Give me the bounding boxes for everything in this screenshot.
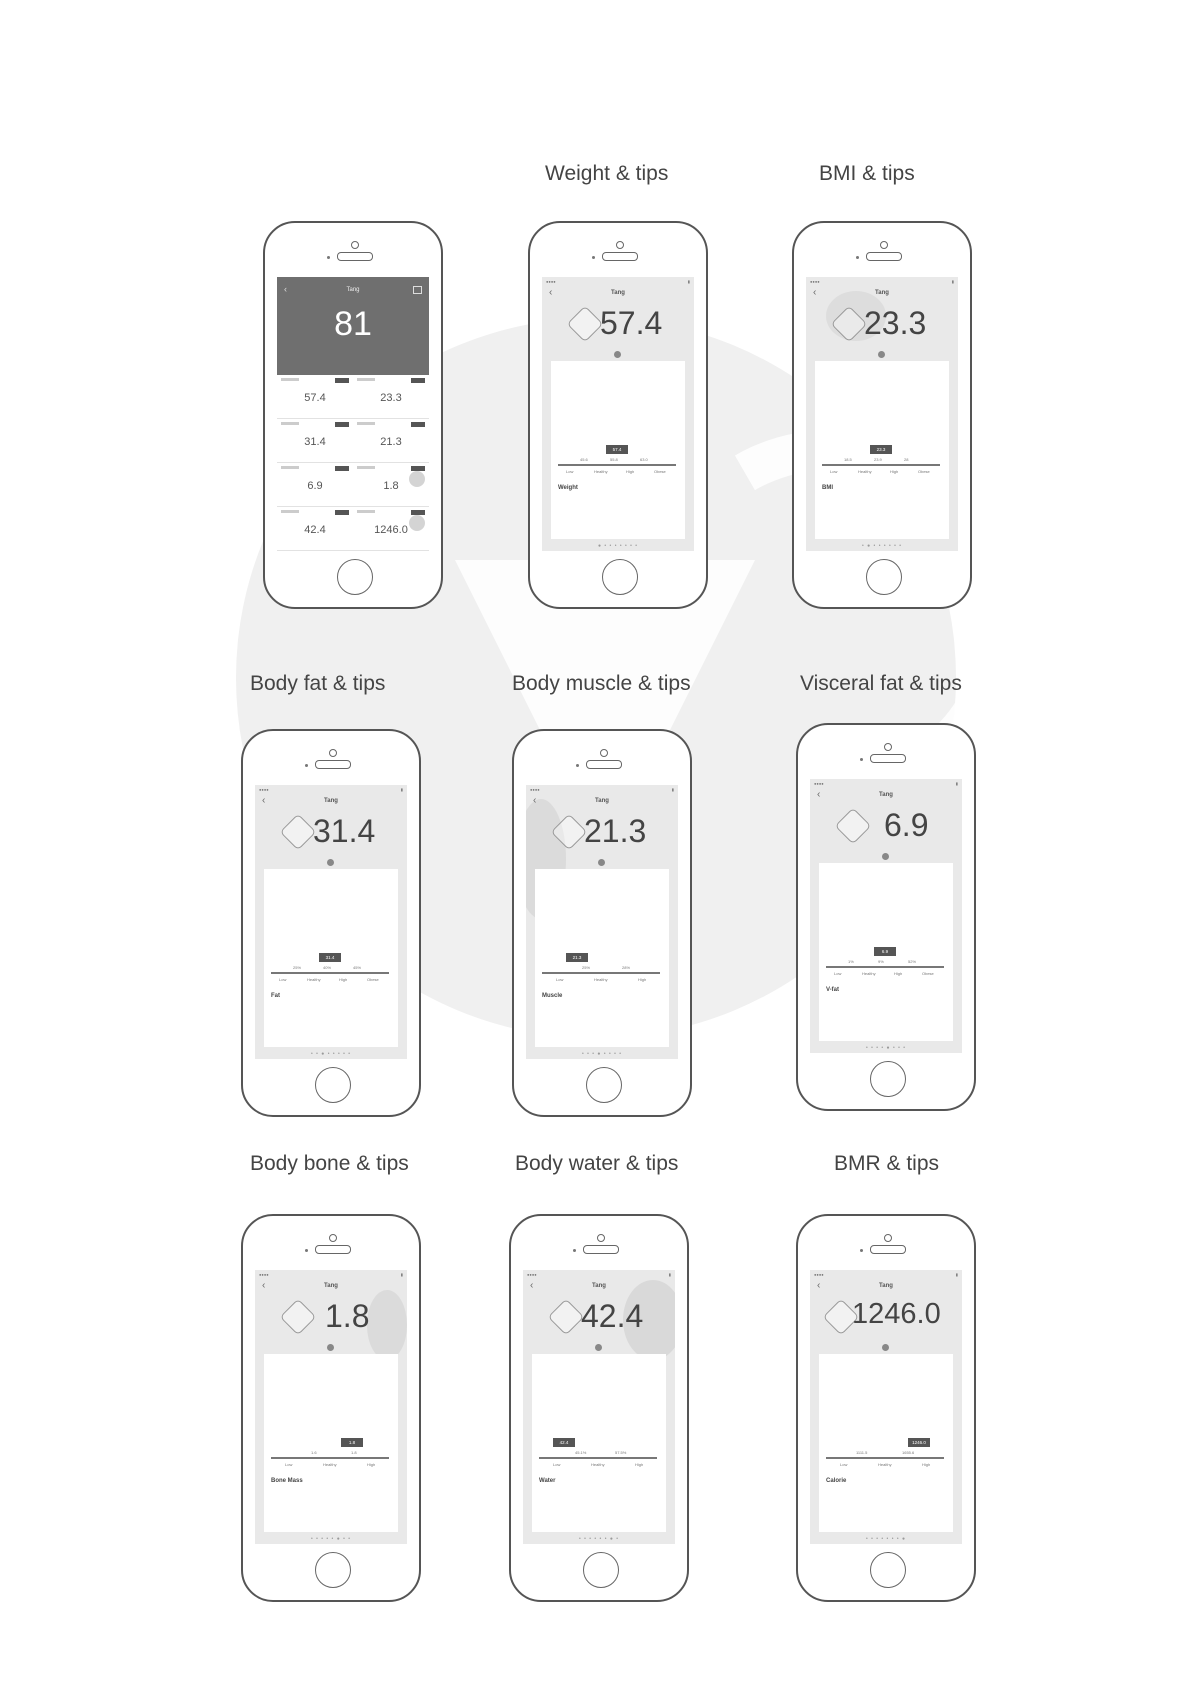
tips-card: [819, 863, 953, 1041]
phone-visceral-fat: [796, 723, 976, 1111]
home-button[interactable]: [315, 1552, 351, 1588]
back-chevron-icon[interactable]: ‹: [549, 287, 553, 298]
range-tick: 25%: [582, 965, 591, 970]
range-label: Low: [840, 1462, 848, 1467]
caption-body-fat: Body fat & tips: [250, 672, 386, 695]
page-indicator: • ● • • • • • •: [862, 543, 902, 549]
sensor-dot-icon: [860, 1249, 863, 1252]
metric-tile-water[interactable]: [277, 507, 353, 551]
front-camera-icon: [597, 1234, 605, 1242]
metric-value: 42.4: [581, 1298, 644, 1334]
range-line: [558, 464, 676, 466]
status-bar: ●●●● ▮: [814, 781, 958, 786]
speaker-icon: [870, 1245, 906, 1254]
range-label: High: [890, 469, 899, 474]
status-bar: ●●●● ▮: [814, 1272, 958, 1277]
sensor-dot-icon: [327, 256, 330, 259]
status-bar: ●●●● ▮: [530, 787, 674, 792]
range-scale: [822, 445, 940, 475]
front-camera-icon: [880, 241, 888, 249]
metric-heading: BMI: [822, 485, 833, 491]
sensor-dot-icon: [576, 764, 579, 767]
range-tick: 45.6: [580, 457, 588, 462]
range-scale: [271, 1438, 389, 1468]
caption-visceral-fat: Visceral fat & tips: [800, 672, 962, 695]
range-tick: 1%: [848, 959, 854, 964]
range-tick: 25%: [293, 965, 302, 970]
metric-heading: Calorie: [826, 1478, 847, 1484]
range-label: Low: [285, 1462, 293, 1467]
range-label: High: [367, 1462, 376, 1467]
metric-value: 57.4: [304, 392, 326, 404]
metric-value: 1.8: [325, 1298, 370, 1334]
range-tick: 18.5: [844, 457, 852, 462]
phone-weight: [528, 221, 708, 609]
tips-card: [532, 1354, 666, 1532]
home-button[interactable]: [586, 1067, 622, 1103]
tips-card: [551, 361, 685, 539]
range-label: Obese: [918, 469, 930, 474]
tips-card: [815, 361, 949, 539]
indicator-dot: [614, 351, 621, 358]
home-button[interactable]: [583, 1552, 619, 1588]
sensor-dot-icon: [573, 1249, 576, 1252]
range-tick: 55.8: [610, 457, 618, 462]
range-scale: [539, 1438, 657, 1468]
caption-weight: Weight & tips: [545, 162, 669, 185]
metric-tile-visceral-fat[interactable]: [277, 463, 353, 507]
status-bar: ●●●● ▮: [259, 1272, 403, 1277]
metric-value: 42.4: [304, 524, 326, 536]
weight-screen: [542, 277, 694, 551]
back-chevron-icon[interactable]: ‹: [262, 1280, 266, 1291]
page-indicator: • • • ● • • • •: [582, 1051, 622, 1057]
value-tag: 21.3: [566, 953, 588, 962]
caption-body-muscle: Body muscle & tips: [512, 672, 691, 695]
range-label: High: [922, 1462, 931, 1467]
front-camera-icon: [884, 1234, 892, 1242]
weight-scale-icon: [567, 306, 604, 343]
value-tag: 1246.0: [908, 1438, 930, 1447]
phone-body-water: [509, 1214, 689, 1602]
indicator-dot: [878, 351, 885, 358]
background-photo: [367, 1290, 407, 1360]
sensor-dot-icon: [305, 1249, 308, 1252]
value-tag: 23.3: [870, 445, 892, 454]
dashboard-header: [277, 277, 429, 375]
range-line: [822, 464, 940, 466]
page-indicator: • • • • ● • • •: [866, 1045, 906, 1051]
metric-tile-fat[interactable]: [277, 419, 353, 463]
range-scale: [542, 953, 660, 983]
metric-heading: Water: [539, 1478, 556, 1484]
screen-title: Tang: [592, 1283, 606, 1289]
range-tick: 45.1%: [575, 1450, 587, 1455]
range-line: [826, 1457, 944, 1459]
metric-value: 6.9: [307, 480, 323, 492]
range-tick: 57.5%: [615, 1450, 627, 1455]
back-chevron-icon[interactable]: ‹: [533, 795, 537, 806]
screen-title: Tang: [875, 290, 889, 296]
metric-value: 23.3: [864, 305, 927, 341]
water-drop-icon: [548, 1299, 585, 1336]
metric-tile-weight[interactable]: [277, 375, 353, 419]
range-label: Low: [830, 469, 838, 474]
home-button[interactable]: [870, 1061, 906, 1097]
metric-heading: Weight: [558, 485, 578, 491]
metric-value: 21.3: [380, 436, 402, 448]
body-bone-screen: [255, 1270, 407, 1544]
page-indicator: • • • • • ● • •: [311, 1536, 351, 1542]
value-tag: 1.8: [341, 1438, 363, 1447]
home-button[interactable]: [315, 1067, 351, 1103]
bmr-screen: [810, 1270, 962, 1544]
body-water-screen: [523, 1270, 675, 1544]
metric-name-placeholder: [281, 422, 299, 425]
range-tick: 23.9: [874, 457, 882, 462]
speaker-icon: [602, 252, 638, 261]
home-button[interactable]: [870, 1552, 906, 1588]
screen-title: Tang: [595, 798, 609, 804]
speaker-icon: [583, 1245, 619, 1254]
metric-heading: Bone Mass: [271, 1478, 303, 1484]
metric-tile-bone[interactable]: [353, 463, 429, 507]
status-bar: ●●●● ▮: [527, 1272, 671, 1277]
status-badge: [411, 378, 425, 383]
phone-body-fat: [241, 729, 421, 1117]
bmi-screen: [806, 277, 958, 551]
status-bar: ●●●● ▮: [546, 279, 690, 284]
body-muscle-screen: [526, 785, 678, 1059]
range-label: High: [626, 469, 635, 474]
back-chevron-icon[interactable]: ‹: [817, 789, 821, 800]
range-scale: [826, 947, 944, 977]
back-chevron-icon[interactable]: ‹: [530, 1280, 534, 1291]
value-tag: 31.4: [319, 953, 341, 962]
range-label: Obese: [922, 971, 934, 976]
metric-heading: Muscle: [542, 993, 563, 999]
metric-name-placeholder: [281, 378, 299, 381]
screen-title: Tang: [324, 798, 338, 804]
range-label: High: [638, 977, 647, 982]
front-camera-icon: [884, 743, 892, 751]
visceral-fat-screen: [810, 779, 962, 1053]
dashboard-title: Tang: [346, 287, 360, 293]
back-chevron-icon[interactable]: ‹: [262, 795, 266, 806]
page-indicator: ● • • • • • • •: [598, 543, 638, 549]
sensor-dot-icon: [856, 256, 859, 259]
range-line: [539, 1457, 657, 1459]
range-label: Healthy: [323, 1462, 337, 1467]
value-tag: 57.4: [606, 445, 628, 454]
home-button[interactable]: [602, 559, 638, 595]
value-tag: 42.4: [553, 1438, 575, 1447]
front-camera-icon: [329, 749, 337, 757]
metric-tile-bmr[interactable]: [353, 507, 429, 551]
metric-name-placeholder: [357, 510, 375, 513]
caption-body-water: Body water & tips: [515, 1152, 679, 1175]
range-line: [542, 972, 660, 974]
value-tag: 6.9: [874, 947, 896, 956]
caption-body-bone: Body bone & tips: [250, 1152, 409, 1175]
indicator-dot: [598, 859, 605, 866]
range-scale: [826, 1438, 944, 1468]
indicator-dot: [327, 1344, 334, 1351]
range-line: [271, 972, 389, 974]
status-badge: [335, 510, 349, 515]
dashboard-screen: [277, 277, 429, 551]
front-camera-icon: [329, 1234, 337, 1242]
page-indicator: • • • • • • • ●: [866, 1536, 906, 1542]
range-tick: 28: [904, 457, 909, 462]
range-tick: 63.0: [640, 457, 648, 462]
caption-bmr: BMR & tips: [834, 1152, 940, 1175]
screen-title: Tang: [611, 290, 625, 296]
range-tick: 1111.5: [856, 1450, 868, 1455]
phone-bmi: [792, 221, 972, 609]
speaker-icon: [315, 760, 351, 769]
metric-value: 31.4: [304, 436, 326, 448]
range-label: Obese: [367, 977, 379, 982]
metric-name-placeholder: [281, 510, 299, 513]
metric-value: 31.4: [313, 813, 376, 849]
metric-value: 1246.0: [374, 524, 408, 536]
sensor-dot-icon: [592, 256, 595, 259]
page-indicator: • • • • • • ● •: [579, 1536, 619, 1542]
body-fat-screen: [255, 785, 407, 1059]
range-label: Low: [279, 977, 287, 982]
range-tick: 1.6: [311, 1450, 317, 1455]
status-badge: [411, 422, 425, 427]
status-badge: [335, 422, 349, 427]
status-badge: [335, 378, 349, 383]
sensor-dot-icon: [305, 764, 308, 767]
metric-name-placeholder: [357, 422, 375, 425]
back-chevron-icon[interactable]: ‹: [813, 287, 817, 298]
screen-title: Tang: [879, 1283, 893, 1289]
metric-name-placeholder: [281, 466, 299, 469]
share-icon[interactable]: [413, 286, 422, 294]
home-button[interactable]: [337, 559, 373, 595]
range-label: Low: [553, 1462, 561, 1467]
highlight-bubble: [409, 515, 425, 531]
front-camera-icon: [616, 241, 624, 249]
range-tick: 52%: [908, 959, 917, 964]
range-line: [271, 1457, 389, 1459]
metrics-grid: [277, 375, 429, 551]
range-label: High: [894, 971, 903, 976]
metric-name-placeholder: [357, 378, 375, 381]
indicator-dot: [882, 853, 889, 860]
screen-title: Tang: [879, 792, 893, 798]
range-scale: [558, 445, 676, 475]
range-label: Healthy: [307, 977, 321, 982]
range-label: Healthy: [862, 971, 876, 976]
range-label: Low: [556, 977, 564, 982]
back-chevron-icon[interactable]: ‹: [817, 1280, 821, 1291]
metric-value: 1.8: [383, 480, 399, 492]
front-camera-icon: [600, 749, 608, 757]
tips-card: [819, 1354, 953, 1532]
visceral-fat-icon: [835, 808, 872, 845]
metric-value: 23.3: [380, 392, 402, 404]
home-button[interactable]: [866, 559, 902, 595]
indicator-dot: [327, 859, 334, 866]
dashboard-score: 81: [334, 305, 372, 343]
range-tick: 9%: [878, 959, 884, 964]
highlight-bubble: [409, 471, 425, 487]
indicator-dot: [882, 1344, 889, 1351]
range-tick: 28%: [622, 965, 631, 970]
metric-heading: V-fat: [826, 987, 840, 993]
range-label: Healthy: [591, 1462, 605, 1467]
caption-bmi: BMI & tips: [819, 162, 915, 185]
phone-body-bone: [241, 1214, 421, 1602]
tips-card: [264, 869, 398, 1047]
metric-heading: Fat: [271, 993, 280, 999]
back-chevron-icon[interactable]: ‹: [284, 284, 287, 294]
range-label: Healthy: [878, 1462, 892, 1467]
phone-body-muscle: [512, 729, 692, 1117]
range-label: High: [339, 977, 348, 982]
range-label: Healthy: [594, 977, 608, 982]
range-label: High: [635, 1462, 644, 1467]
range-label: Low: [566, 469, 574, 474]
range-label: Healthy: [594, 469, 608, 474]
range-label: Obese: [654, 469, 666, 474]
speaker-icon: [337, 252, 373, 261]
metric-name-placeholder: [357, 466, 375, 469]
range-tick: 40%: [323, 965, 332, 970]
range-line: [826, 966, 944, 968]
page-indicator: • • ● • • • • •: [311, 1051, 351, 1057]
speaker-icon: [315, 1245, 351, 1254]
status-bar: ●●●● ▮: [810, 279, 954, 284]
metric-value: 6.9: [884, 807, 929, 843]
metric-tile-bmi[interactable]: [353, 375, 429, 419]
tips-card: [264, 1354, 398, 1532]
speaker-icon: [870, 754, 906, 763]
status-bar: ●●●● ▮: [259, 787, 403, 792]
metric-tile-muscle[interactable]: [353, 419, 429, 463]
phone-bmr: [796, 1214, 976, 1602]
body-fat-icon: [280, 814, 317, 851]
range-tick: 1655.6: [902, 1450, 915, 1455]
screen-title: Tang: [324, 1283, 338, 1289]
status-badge: [335, 466, 349, 471]
front-camera-icon: [351, 241, 359, 249]
range-tick: 1.8: [351, 1450, 357, 1455]
tips-card: [535, 869, 669, 1047]
bone-icon: [280, 1299, 317, 1336]
speaker-icon: [866, 252, 902, 261]
indicator-dot: [595, 1344, 602, 1351]
sensor-dot-icon: [860, 758, 863, 761]
speaker-icon: [586, 760, 622, 769]
metric-value: 57.4: [600, 305, 663, 341]
metric-value: 1246.0: [852, 1298, 941, 1330]
range-label: Low: [834, 971, 842, 976]
metric-value: 21.3: [584, 813, 647, 849]
range-scale: [271, 953, 389, 983]
phone-dashboard: [263, 221, 443, 609]
range-label: Healthy: [858, 469, 872, 474]
range-tick: 45%: [353, 965, 362, 970]
